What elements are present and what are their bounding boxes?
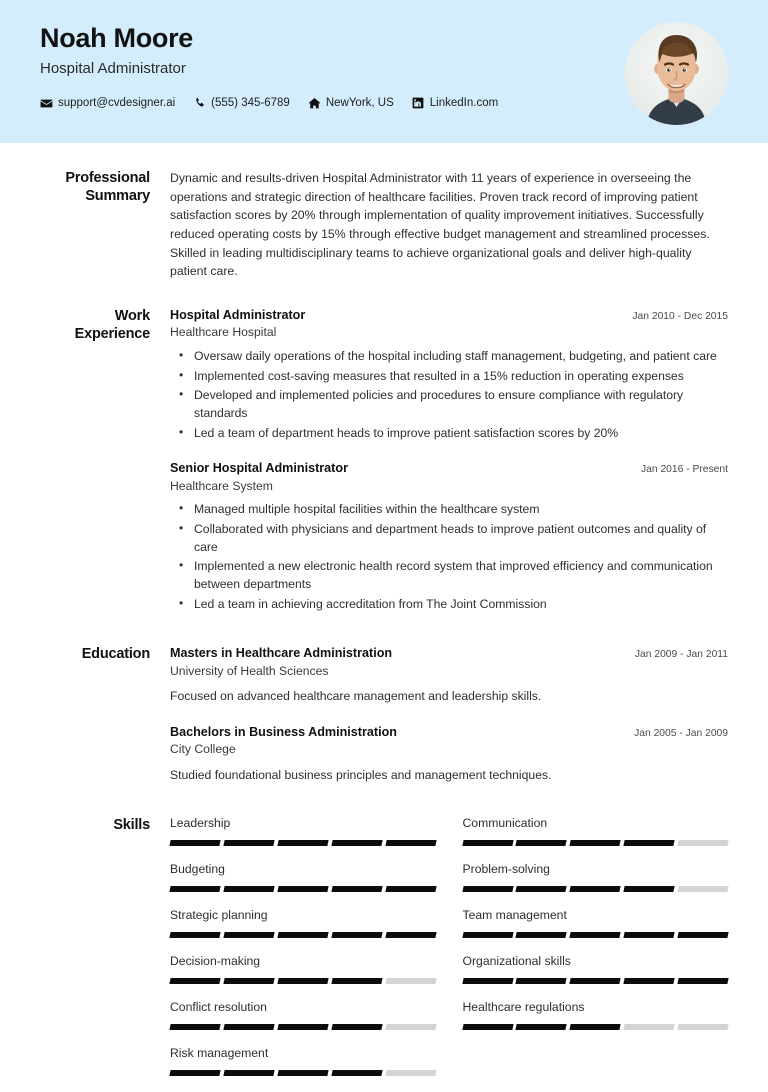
skill-level-segment [516, 932, 567, 938]
skill-item [463, 908, 729, 938]
experience-entry [170, 460, 728, 613]
skill-level-segment [677, 840, 728, 846]
contact-location-label: NewYork, US [325, 97, 394, 110]
education-degree: Masters in Healthcare Administration [170, 646, 393, 661]
home-icon [308, 97, 321, 110]
skills-grid [170, 816, 728, 1091]
skill-level-segment [624, 978, 675, 984]
list-item: • Developed and implemented policies and procedures to ensure compliance with regulatory standards [192, 387, 728, 422]
skill-item [170, 862, 436, 892]
education-entry [170, 645, 728, 706]
skill-level-segment [277, 1070, 328, 1076]
skill-item [170, 908, 436, 938]
skill-level-segment [516, 840, 567, 846]
contact-phone-label: (555) 345-6789 [211, 97, 290, 110]
skill-level-segment [385, 932, 436, 938]
skill-item [463, 862, 729, 892]
experience-bullets [170, 348, 728, 442]
education-entry [170, 724, 728, 785]
contact-email-label: support@cvdesigner.ai [58, 97, 176, 110]
education-school: University of Health Sciences [170, 663, 329, 678]
skill-level-segment [223, 1070, 274, 1076]
skill-name: Healthcare regulations [462, 999, 585, 1014]
summary-content [170, 169, 728, 281]
education-entry-head [170, 645, 728, 661]
linkedin-icon [412, 97, 425, 110]
skill-level-segment [462, 1024, 513, 1030]
experience-company: Healthcare System [170, 478, 273, 493]
skill-level-segment [169, 840, 220, 846]
contact-row [40, 97, 498, 110]
skill-level-segment [462, 840, 513, 846]
skill-level-bar [170, 840, 436, 846]
skill-level-segment [462, 886, 513, 892]
contact-linkedin-label: LinkedIn.com [429, 97, 499, 110]
skill-level-segment [277, 840, 328, 846]
skill-level-bar [170, 932, 436, 938]
experience-job-title: Hospital Administrator [170, 308, 306, 323]
skill-name: Team management [462, 908, 567, 923]
skill-name: Leadership [170, 816, 231, 831]
contact-email[interactable] [40, 97, 175, 110]
skill-level-bar [170, 978, 436, 984]
skill-level-segment [385, 978, 436, 984]
skill-level-segment [169, 978, 220, 984]
skill-level-segment [223, 886, 274, 892]
skill-level-segment [385, 1024, 436, 1030]
skill-name: Budgeting [170, 862, 225, 877]
skill-level-segment [331, 1070, 382, 1076]
skill-level-bar [463, 932, 729, 938]
experience-content [170, 307, 728, 615]
skill-level-bar [170, 1070, 436, 1076]
section-education [40, 645, 728, 784]
list-item: • Oversaw daily operations of the hospital including staff management, budgeting, and patient care [192, 348, 728, 366]
education-description: Studied foundational business principles and management techniques. [170, 767, 552, 782]
skill-level-segment [277, 978, 328, 984]
skill-level-bar [170, 886, 436, 892]
skill-level-segment [677, 886, 728, 892]
list-item: • Managed multiple hospital facilities within the healthcare system [192, 501, 728, 519]
skill-level-segment [677, 932, 728, 938]
contact-phone[interactable] [193, 97, 290, 110]
skill-level-segment [462, 978, 513, 984]
avatar [625, 22, 728, 125]
skill-level-segment [624, 1024, 675, 1030]
section-label-skills: Skills [113, 817, 150, 834]
skill-item [463, 954, 729, 984]
contact-location[interactable] [308, 97, 394, 110]
skill-item [170, 1046, 436, 1076]
skill-level-segment [624, 840, 675, 846]
summary-text: Dynamic and results-driven Hospital Administrator with 11 years of experience in overseeing the operations and strategic direction of healthcare facilities. Proven track record of improving patient satisfaction scores by 20% through implementation of quality improvement initiatives. Successfully reduced operating costs by 15% through effective budget management and streamlined processes. Skilled in leading multidisciplinary teams to achieve organizational goals and deliver high-quality patient care. [170, 171, 710, 279]
skill-item [463, 816, 729, 846]
section-work-experience [40, 307, 728, 615]
skill-level-segment [570, 886, 621, 892]
list-item: • Implemented cost-saving measures that resulted in a 15% reduction in operating expenses [192, 368, 728, 386]
skill-level-segment [677, 1024, 728, 1030]
education-content [170, 645, 728, 784]
skill-level-segment [331, 840, 382, 846]
section-label-experience: Work Experience [74, 308, 150, 343]
experience-entry [170, 307, 728, 442]
education-date: Jan 2005 - Jan 2009 [634, 727, 728, 739]
education-entry-head [170, 724, 728, 740]
skill-level-segment [331, 886, 382, 892]
skill-level-bar [170, 1024, 436, 1030]
skill-level-segment [570, 978, 621, 984]
resume-body [0, 169, 768, 1092]
page-title: Noah Moore [40, 23, 194, 53]
skill-level-segment [331, 978, 382, 984]
skill-level-segment [516, 978, 567, 984]
skill-level-segment [516, 886, 567, 892]
header-left [40, 20, 498, 110]
skill-item [170, 816, 436, 846]
skill-level-segment [331, 1024, 382, 1030]
skill-name: Risk management [170, 1045, 269, 1060]
skill-level-bar [463, 978, 729, 984]
avatar-photo [625, 22, 728, 125]
skill-level-segment [169, 1070, 220, 1076]
section-professional-summary [40, 169, 728, 281]
skill-level-bar [463, 840, 729, 846]
skill-level-segment [223, 1024, 274, 1030]
skill-level-segment [385, 886, 436, 892]
skill-level-segment [277, 886, 328, 892]
experience-entry-head [170, 307, 728, 323]
resume-header [0, 0, 768, 143]
skill-name: Decision-making [170, 953, 261, 968]
envelope-icon [40, 97, 53, 110]
skill-level-segment [570, 932, 621, 938]
experience-company: Healthcare Hospital [170, 325, 277, 340]
section-skills [40, 816, 728, 1091]
experience-job-title: Senior Hospital Administrator [170, 461, 348, 476]
education-date: Jan 2009 - Jan 2011 [634, 649, 728, 661]
education-description: Focused on advanced healthcare management and leadership skills. [170, 689, 542, 704]
skill-name: Problem-solving [462, 862, 550, 877]
list-item: • Collaborated with physicians and department heads to improve patient outcomes and quality of care [192, 521, 728, 556]
section-label-summary: Professional Summary [65, 170, 150, 205]
experience-date: Jan 2016 - Present [640, 464, 728, 476]
skill-level-segment [223, 840, 274, 846]
experience-bullets [170, 501, 728, 613]
skill-level-segment [277, 1024, 328, 1030]
skill-level-segment [385, 840, 436, 846]
list-item: • Led a team of department heads to improve patient satisfaction scores by 20% [192, 425, 728, 443]
skill-level-bar [463, 1024, 729, 1030]
skill-name: Strategic planning [170, 908, 268, 923]
skill-item [170, 954, 436, 984]
skill-name: Communication [462, 816, 548, 831]
skill-level-segment [516, 1024, 567, 1030]
list-item: • Implemented a new electronic health record system that improved efficiency and communication between departments [192, 558, 728, 593]
contact-linkedin[interactable] [412, 97, 498, 110]
skill-level-segment [677, 978, 728, 984]
phone-icon [193, 97, 206, 110]
skill-level-segment [169, 886, 220, 892]
skill-level-segment [169, 1024, 220, 1030]
job-title: Hospital Administrator [40, 59, 186, 77]
skill-level-segment [169, 932, 220, 938]
list-item: • Led a team in achieving accreditation from The Joint Commission [192, 596, 728, 614]
skill-item [463, 1000, 729, 1030]
skills-content [170, 816, 728, 1091]
experience-entry-head [170, 460, 728, 476]
skill-level-bar [463, 886, 729, 892]
skill-level-segment [570, 840, 621, 846]
section-label-education: Education [81, 646, 150, 663]
skill-level-segment [624, 932, 675, 938]
skill-level-segment [223, 932, 274, 938]
skill-level-segment [462, 932, 513, 938]
skill-level-segment [277, 932, 328, 938]
skill-level-segment [223, 978, 274, 984]
experience-date: Jan 2010 - Dec 2015 [632, 311, 728, 323]
education-degree: Bachelors in Business Administration [170, 724, 397, 739]
skill-level-segment [331, 932, 382, 938]
skill-name: Conflict resolution [170, 999, 267, 1014]
skill-name: Organizational skills [462, 953, 571, 968]
skill-level-segment [570, 1024, 621, 1030]
skill-level-segment [624, 886, 675, 892]
education-school: City College [170, 742, 236, 757]
skill-item [170, 1000, 436, 1030]
skill-level-segment [385, 1070, 436, 1076]
